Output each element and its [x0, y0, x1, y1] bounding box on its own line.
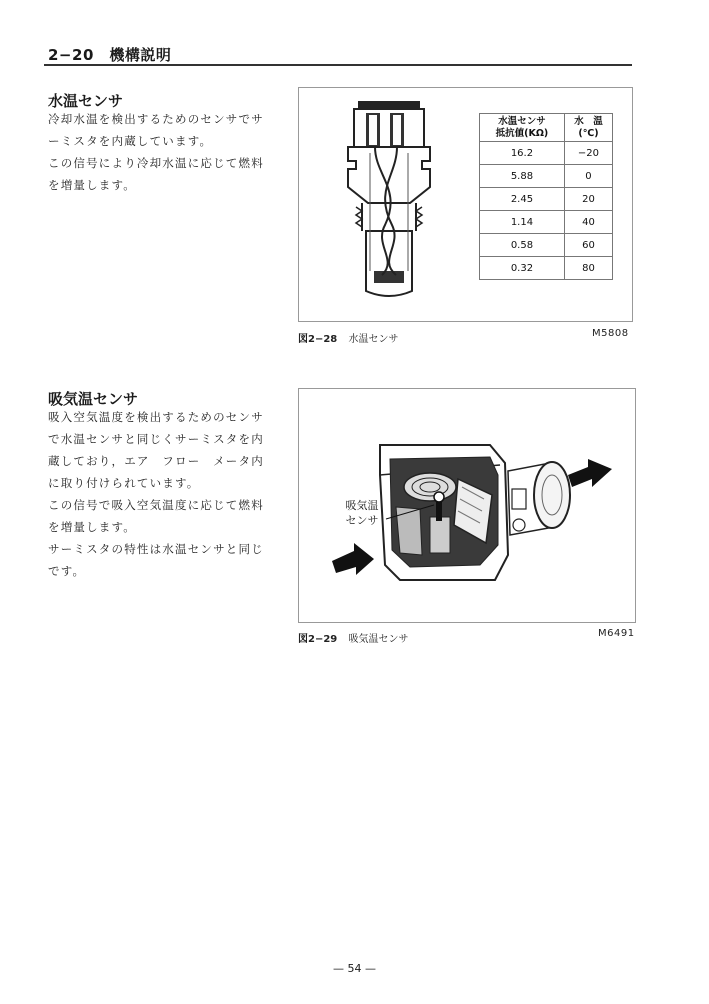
text-line: に取り付けられています。 [48, 476, 200, 490]
page-number: — 54 — [333, 962, 376, 975]
chapter-heading: 2−20 機構説明 [48, 46, 172, 64]
text-line: を増量します。 [48, 178, 136, 192]
table-header-row [480, 114, 613, 142]
figure-caption-intake-temp [298, 630, 408, 645]
text-line: この信号により冷却水温に応じて燃料 [48, 156, 264, 170]
text-line: で水温センサと同じくサーミスタを内 [48, 432, 264, 446]
header-rule [44, 64, 632, 66]
text-line: を増量します。 [48, 520, 136, 534]
intake-sensor-label: 吸気温 センサ [345, 499, 379, 527]
table-row: 0.58 60 [480, 234, 613, 257]
text-line: 蔵しており，エア フロー メータ内 [48, 454, 264, 468]
section-body-intake-temp [48, 406, 264, 582]
table-row: 2.45 20 [480, 188, 613, 211]
text-line: この信号で吸入空気温度に応じて燃料 [48, 498, 264, 512]
text-line: です。 [48, 564, 86, 578]
header-resistance: 水温センサ 抵抗値(KΩ) [480, 114, 565, 142]
figure-caption-water-temp [298, 330, 398, 345]
table-row: 5.88 0 [480, 165, 613, 188]
figure-number: 図2−29 [298, 634, 338, 645]
section-title-water-temp: 水温センサ [48, 92, 124, 110]
text-line: 冷却水温を検出するためのセンサでサ [48, 112, 264, 126]
table-row: 0.32 80 [480, 257, 613, 280]
table-row: 1.14 40 [480, 211, 613, 234]
figure-caption-text: 吸気温センサ [348, 634, 409, 645]
table-row: 16.2 −20 [480, 142, 613, 165]
section-body-water-temp [48, 108, 264, 196]
text-line: 吸入空気温度を検出するためのセンサ [48, 410, 264, 424]
figure-caption-text: 水温センサ [348, 334, 399, 345]
water-temp-sensor-illustration [330, 95, 440, 305]
figure-number: 図2−28 [298, 334, 338, 345]
figure-code: M5808 [592, 328, 629, 339]
figure-code: M6491 [598, 628, 635, 639]
resistance-temperature-table [479, 113, 613, 280]
text-line: ーミスタを内蔵しています。 [48, 134, 213, 148]
section-title-intake-temp: 吸気温センサ [48, 390, 139, 408]
text-line: サーミスタの特性は水温センサと同じ [48, 542, 264, 556]
header-water-temp: 水 温 (℃) [564, 114, 612, 142]
